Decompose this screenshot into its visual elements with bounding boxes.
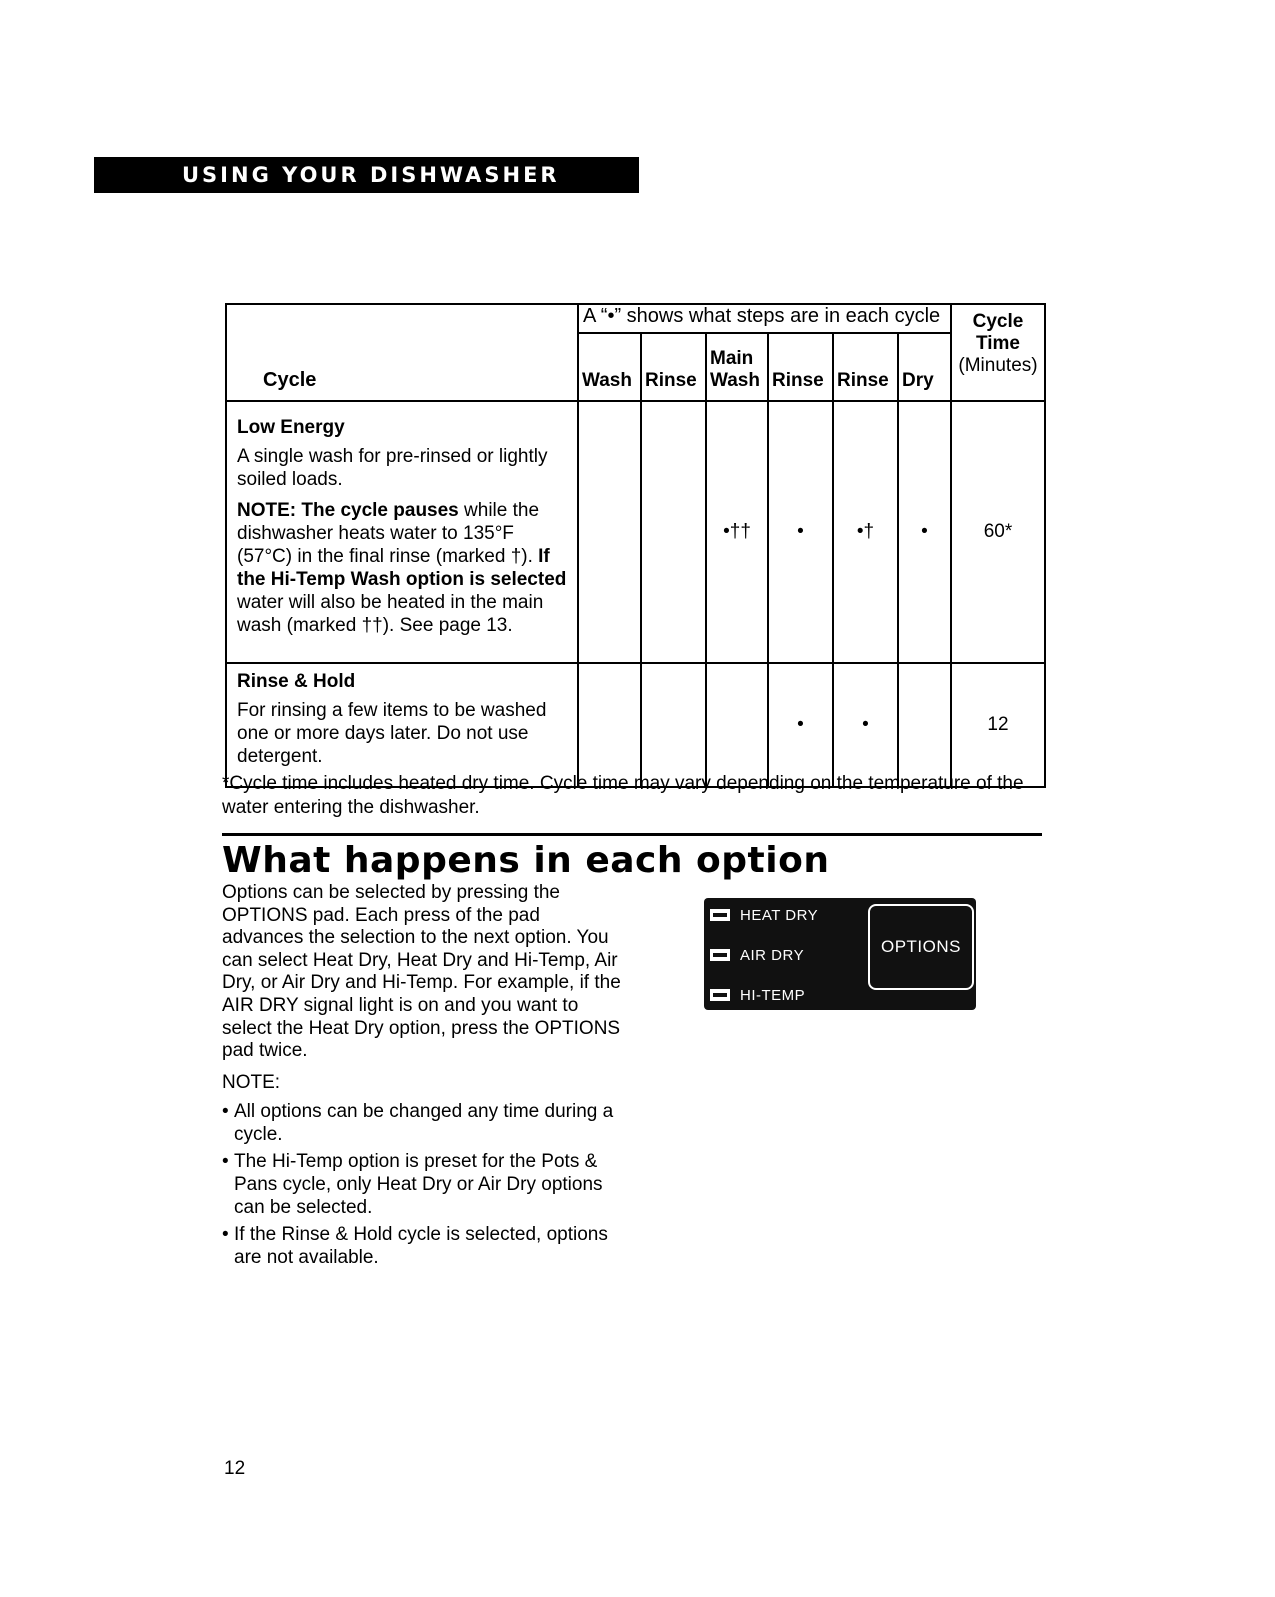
step-mark	[641, 401, 706, 663]
signal-light-icon	[710, 909, 730, 921]
time-header-line1: Cycle	[972, 311, 1024, 332]
step-mark: •	[833, 663, 898, 787]
cycle-column-header	[226, 304, 578, 401]
signal-light-icon	[710, 949, 730, 961]
light-label: HEAT DRY	[740, 906, 819, 924]
section-heading: What happens in each option	[222, 840, 830, 881]
time-header-line2: Time	[975, 333, 1020, 354]
step-header: Wash	[578, 333, 641, 401]
list-item: • If the Rinse & Hold cycle is selected, options are not available.	[222, 1224, 608, 1268]
light-label: AIR DRY	[740, 946, 805, 964]
step-header: Main Wash	[706, 333, 768, 401]
footnote: *Cycle time includes heated dry time. Cycle time may vary depending on the temperature of the water entering the dishwasher.	[222, 773, 1024, 818]
options-button[interactable]: OPTIONS	[868, 904, 974, 990]
page-number: 12	[224, 1458, 246, 1479]
cycle-name: Low Energy	[237, 417, 345, 438]
step-mark: •††	[706, 401, 768, 663]
note-text: water will also be heated in the main wash (marked ††). See page 13.	[237, 592, 544, 636]
table-row	[226, 663, 1045, 787]
step-mark	[578, 401, 641, 663]
note-label: NOTE:	[222, 1072, 281, 1093]
step-mark: •	[768, 663, 833, 787]
step-mark: •	[898, 401, 951, 663]
list-item: • The Hi-Temp option is preset for the Pots & Pans cycle, only Heat Dry or Air Dry options can be selected.	[222, 1151, 603, 1218]
cycle-name: Rinse & Hold	[237, 671, 356, 692]
cycle-time-header	[951, 304, 1045, 401]
heat-dry-light	[710, 904, 818, 926]
step-mark: •	[768, 401, 833, 663]
step-mark	[898, 663, 951, 787]
steps-legend: A “•” shows what steps are in each cycle	[578, 304, 951, 333]
note-text: while the dishwasher heats water to 135°F (57°C) in the final rinse (marked †).	[237, 500, 540, 567]
air-dry-light	[710, 944, 804, 966]
step-header: Dry	[898, 333, 951, 401]
options-control-panel	[704, 898, 976, 1010]
cycle-time-value: 12	[951, 663, 1045, 787]
cycle-header-label: Cycle	[263, 369, 317, 391]
list-item-text: The Hi-Temp option is preset for the Pots & Pans cycle, only Heat Dry or Air Dry options can be selected.	[234, 1151, 603, 1218]
cycle-table	[225, 303, 1046, 788]
section-banner: USING YOUR DISHWASHER	[94, 157, 639, 193]
cycle-description	[226, 663, 578, 787]
hi-temp-light	[710, 984, 805, 1006]
list-item-text: All options can be changed any time during a cycle.	[234, 1101, 614, 1145]
step-mark	[706, 663, 768, 787]
signal-light-icon	[710, 989, 730, 1001]
cycle-summary: A single wash for pre-rinsed or lightly soiled loads.	[237, 446, 548, 490]
step-mark	[641, 663, 706, 787]
cycle-summary: For rinsing a few items to be washed one or more days later. Do not use detergent.	[237, 700, 547, 767]
table-row	[226, 401, 1045, 663]
note-list	[222, 1100, 622, 1273]
divider	[222, 833, 1042, 836]
step-mark	[578, 663, 641, 787]
cycle-note	[237, 499, 569, 637]
cycle-time-value: 60*	[951, 401, 1045, 663]
step-header: Rinse	[833, 333, 898, 401]
step-mark: •†	[833, 401, 898, 663]
cycle-description	[226, 401, 578, 663]
step-header: Rinse	[768, 333, 833, 401]
body-paragraph: Options can be selected by pressing the OPTIONS pad. Each press of the pad advances the selection to the next option. You can select Heat Dry, Heat Dry and Hi-Temp, Air Dry, or Air Dry and Hi-Temp. For example, if the AIR DRY signal light is on and you want to select the Heat Dry option, press the OPTIONS pad twice.	[222, 882, 621, 1062]
step-header: Rinse	[641, 333, 706, 401]
list-item-text: If the Rinse & Hold cycle is selected, options are not available.	[234, 1224, 608, 1268]
time-header-line3: (Minutes)	[958, 355, 1038, 376]
list-item: • All options can be changed any time during a cycle.	[222, 1101, 614, 1145]
note-bold-text: If the Hi-Temp Wash option is selected	[237, 546, 567, 590]
note-bold-text: NOTE: The cycle pauses	[237, 500, 459, 521]
light-label: HI-TEMP	[740, 986, 806, 1004]
